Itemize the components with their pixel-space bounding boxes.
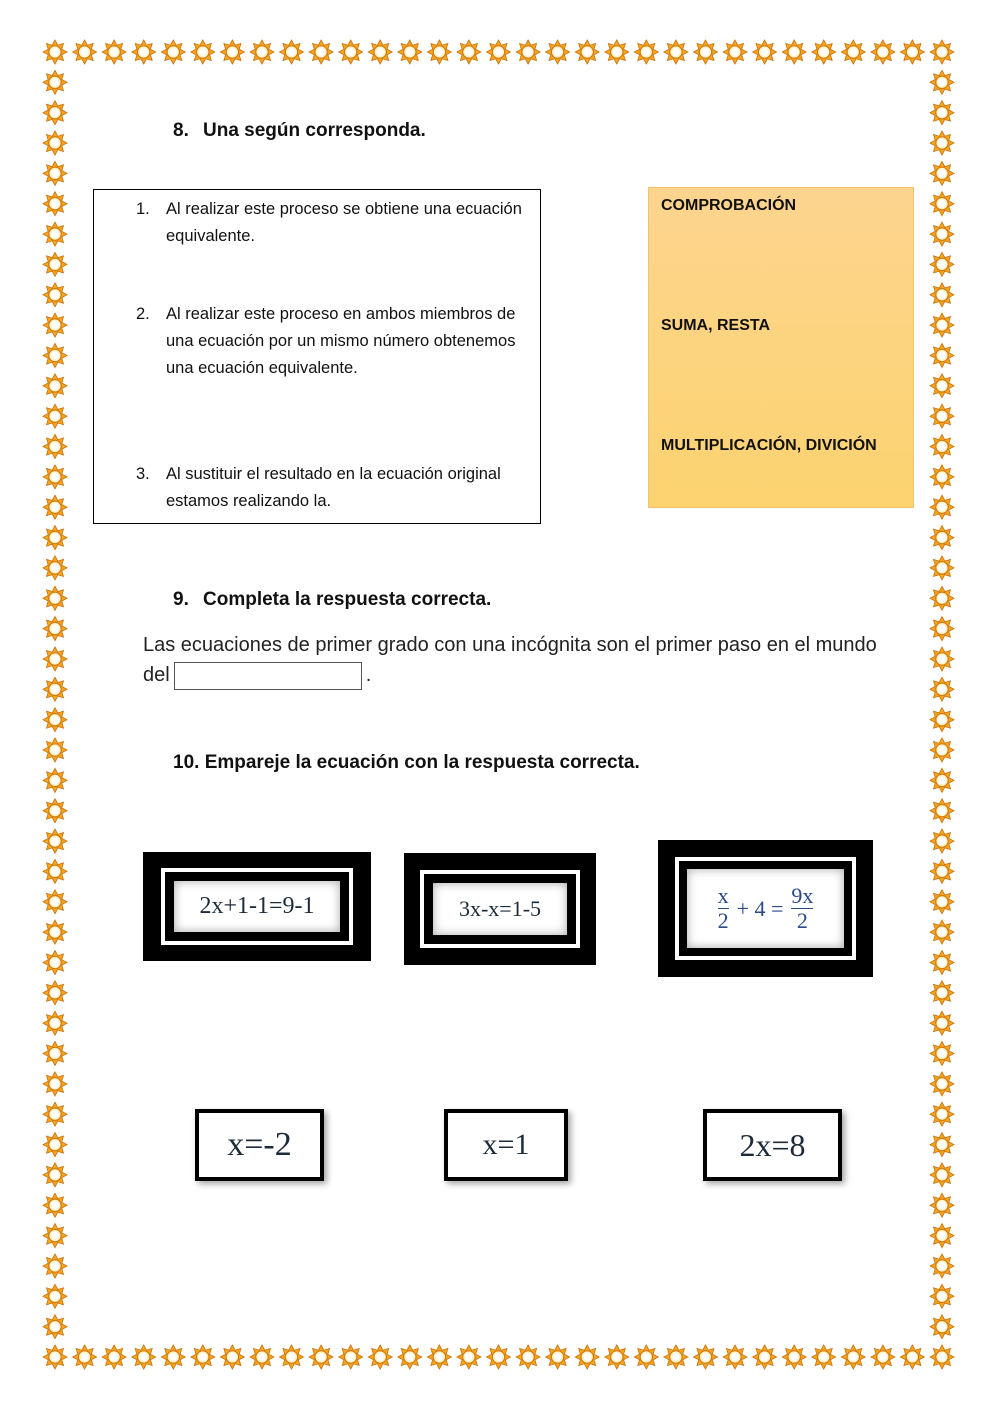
sun-icon bbox=[930, 1193, 954, 1217]
sun-icon bbox=[930, 40, 954, 64]
sun-icon bbox=[487, 40, 511, 64]
sun-icon bbox=[280, 40, 304, 64]
fill-in-sentence bbox=[143, 630, 883, 690]
sun-icon bbox=[841, 1345, 865, 1369]
sun-icon bbox=[930, 556, 954, 580]
question-8-title bbox=[173, 120, 426, 142]
sun-icon bbox=[634, 1345, 658, 1369]
sun-icon bbox=[102, 40, 126, 64]
sun-icon bbox=[250, 1345, 274, 1369]
sun-icon bbox=[43, 495, 67, 519]
sun-icon bbox=[930, 951, 954, 975]
statement-1[interactable] bbox=[136, 196, 528, 250]
sun-icon bbox=[930, 1315, 954, 1339]
sun-icon bbox=[930, 859, 954, 883]
sun-icon bbox=[427, 40, 451, 64]
sun-icon bbox=[841, 40, 865, 64]
sun-icon bbox=[457, 1345, 481, 1369]
sun-icon bbox=[782, 40, 806, 64]
sun-icon bbox=[43, 920, 67, 944]
statement-number: 1. bbox=[136, 200, 150, 218]
sun-icon bbox=[930, 252, 954, 276]
sun-icon bbox=[191, 40, 215, 64]
sun-icon bbox=[43, 738, 67, 762]
question-9-title bbox=[173, 589, 491, 611]
sun-icon bbox=[220, 1345, 244, 1369]
answer-card-3[interactable]: 2x=8 bbox=[703, 1109, 842, 1181]
sun-icon bbox=[546, 40, 570, 64]
sun-icon bbox=[43, 313, 67, 337]
sun-icon bbox=[930, 1284, 954, 1308]
sun-icon bbox=[43, 283, 67, 307]
sun-icon bbox=[930, 222, 954, 246]
statement-number: 3. bbox=[136, 465, 150, 483]
sun-icon bbox=[930, 404, 954, 428]
sun-icon bbox=[43, 70, 67, 94]
fraction-numerator: x bbox=[717, 883, 729, 908]
sun-icon bbox=[43, 981, 67, 1005]
fraction-right bbox=[791, 884, 813, 933]
sun-icon bbox=[575, 40, 599, 64]
sun-icon bbox=[516, 1345, 540, 1369]
sun-icon bbox=[664, 40, 688, 64]
option-suma-resta[interactable]: SUMA, RESTA bbox=[661, 317, 771, 334]
sun-icon bbox=[43, 708, 67, 732]
sun-icon bbox=[930, 1011, 954, 1035]
answer-card-2[interactable]: x=1 bbox=[444, 1109, 568, 1181]
sun-icon bbox=[812, 40, 836, 64]
sun-icon bbox=[43, 890, 67, 914]
sun-icon bbox=[43, 101, 67, 125]
sun-icon bbox=[457, 40, 481, 64]
fraction-denominator: 2 bbox=[717, 908, 729, 933]
fraction-denominator: 2 bbox=[796, 908, 808, 933]
sentence-end: . bbox=[365, 664, 372, 686]
sun-icon bbox=[43, 435, 67, 459]
sun-icon bbox=[930, 981, 954, 1005]
statement-2[interactable] bbox=[136, 301, 528, 382]
equation-card-1[interactable] bbox=[143, 852, 371, 961]
sun-icon bbox=[43, 1193, 67, 1217]
sun-icon bbox=[398, 1345, 422, 1369]
option-comprobacion[interactable]: COMPROBACIÓN bbox=[661, 197, 797, 214]
sun-icon bbox=[930, 283, 954, 307]
sun-icon bbox=[43, 1102, 67, 1126]
sun-icon bbox=[43, 131, 67, 155]
statement-text: Al realizar este proceso en ambos miembros de una ecuación por un mismo número obtenemos una ecuación equivalente. bbox=[166, 305, 516, 377]
sun-icon bbox=[930, 617, 954, 641]
sun-icon bbox=[930, 1133, 954, 1157]
sun-icon bbox=[339, 1345, 363, 1369]
sun-icon bbox=[132, 1345, 156, 1369]
sun-icon bbox=[43, 1042, 67, 1066]
sun-icon bbox=[43, 556, 67, 580]
sun-icon bbox=[73, 1345, 97, 1369]
sun-icon bbox=[723, 40, 747, 64]
sun-icon bbox=[43, 617, 67, 641]
question-number: 8. bbox=[173, 120, 189, 141]
answer-blank-input[interactable] bbox=[174, 662, 362, 690]
statement-3[interactable] bbox=[136, 461, 528, 515]
sun-icon bbox=[102, 1345, 126, 1369]
fraction-equation bbox=[684, 866, 847, 951]
sun-icon bbox=[368, 40, 392, 64]
equation-card-3[interactable] bbox=[658, 840, 873, 977]
sun-icon bbox=[930, 374, 954, 398]
sun-icon bbox=[43, 222, 67, 246]
sun-icon bbox=[161, 40, 185, 64]
sun-icon bbox=[43, 1284, 67, 1308]
sun-icon bbox=[930, 435, 954, 459]
sun-icon bbox=[930, 920, 954, 944]
sun-icon bbox=[43, 799, 67, 823]
sun-icon bbox=[161, 1345, 185, 1369]
sun-icon bbox=[43, 1133, 67, 1157]
sun-icon bbox=[930, 1345, 954, 1369]
sun-icon bbox=[930, 890, 954, 914]
sun-icon bbox=[930, 1254, 954, 1278]
sun-icon bbox=[871, 1345, 895, 1369]
sun-icon bbox=[43, 586, 67, 610]
answer-card-1[interactable]: x=-2 bbox=[195, 1109, 324, 1181]
statement-text: Al realizar este proceso se obtiene una ecuación equivalente. bbox=[166, 200, 522, 245]
sun-icon bbox=[930, 344, 954, 368]
sun-icon bbox=[930, 131, 954, 155]
sentence-text: Las ecuaciones de primer grado con una incógnita son el primer paso en el mundo del bbox=[143, 634, 877, 686]
sun-icon bbox=[930, 70, 954, 94]
sun-icon bbox=[930, 495, 954, 519]
statement-text: Al sustituir el resultado en la ecuación original estamos realizando la. bbox=[166, 465, 501, 510]
sun-icon bbox=[605, 1345, 629, 1369]
sun-icon bbox=[930, 1072, 954, 1096]
sun-icon bbox=[782, 1345, 806, 1369]
sun-icon bbox=[930, 677, 954, 701]
sun-icon bbox=[220, 40, 244, 64]
equation-text: 3x-x=1-5 bbox=[430, 880, 570, 938]
sun-icon bbox=[43, 1163, 67, 1187]
sun-icon bbox=[309, 1345, 333, 1369]
sun-icon bbox=[43, 252, 67, 276]
sun-icon bbox=[930, 526, 954, 550]
sun-icon bbox=[43, 1254, 67, 1278]
sun-icon bbox=[43, 192, 67, 216]
sun-icon bbox=[73, 40, 97, 64]
sun-icon bbox=[43, 465, 67, 489]
sun-icon bbox=[930, 101, 954, 125]
sun-icon bbox=[930, 465, 954, 489]
sun-icon bbox=[664, 1345, 688, 1369]
sun-icon bbox=[930, 1102, 954, 1126]
sun-icon bbox=[43, 1224, 67, 1248]
sun-icon bbox=[900, 40, 924, 64]
sun-icon bbox=[694, 1345, 718, 1369]
sun-icon bbox=[250, 40, 274, 64]
sun-icon bbox=[43, 1345, 67, 1369]
sun-icon bbox=[694, 40, 718, 64]
sun-icon bbox=[753, 40, 777, 64]
equation-card-2[interactable] bbox=[404, 853, 596, 965]
sun-icon bbox=[871, 40, 895, 64]
sun-icon bbox=[930, 768, 954, 792]
sun-icon bbox=[930, 738, 954, 762]
sun-icon bbox=[812, 1345, 836, 1369]
equation-text: 2x+1-1=9-1 bbox=[171, 878, 343, 935]
sun-icon bbox=[546, 1345, 570, 1369]
sun-icon bbox=[516, 40, 540, 64]
statement-number: 2. bbox=[136, 305, 150, 323]
question-10-title: 10. Empareje la ecuación con la respuesta correcta. bbox=[173, 752, 640, 773]
option-multiplicacion-division[interactable]: MULTIPLICACIÓN, DIVICIÓN bbox=[661, 437, 877, 454]
sun-icon bbox=[398, 40, 422, 64]
sun-icon bbox=[930, 313, 954, 337]
sun-icon bbox=[43, 647, 67, 671]
sun-icon bbox=[930, 161, 954, 185]
sun-icon bbox=[43, 374, 67, 398]
sun-icon bbox=[487, 1345, 511, 1369]
sun-icon bbox=[43, 40, 67, 64]
sun-icon bbox=[339, 40, 363, 64]
statements-list bbox=[93, 189, 541, 524]
sun-icon bbox=[723, 1345, 747, 1369]
sun-icon bbox=[427, 1345, 451, 1369]
sun-icon bbox=[43, 1072, 67, 1096]
sun-icon bbox=[900, 1345, 924, 1369]
fraction-numerator: 9x bbox=[791, 883, 814, 908]
sun-icon bbox=[191, 1345, 215, 1369]
sun-icon bbox=[634, 40, 658, 64]
sun-icon bbox=[43, 404, 67, 428]
sun-icon bbox=[43, 859, 67, 883]
sun-icon bbox=[930, 1042, 954, 1066]
sun-icon bbox=[930, 829, 954, 853]
options-box bbox=[648, 187, 914, 508]
equation-operator: + 4 = bbox=[736, 895, 784, 921]
sun-icon bbox=[930, 1163, 954, 1187]
sun-icon bbox=[753, 1345, 777, 1369]
sun-icon bbox=[575, 1345, 599, 1369]
sun-icon bbox=[43, 829, 67, 853]
sun-icon bbox=[43, 344, 67, 368]
sun-icon bbox=[43, 768, 67, 792]
sun-icon bbox=[43, 526, 67, 550]
sun-icon bbox=[132, 40, 156, 64]
question-number: 9. bbox=[173, 589, 189, 610]
sun-icon bbox=[930, 586, 954, 610]
sun-icon bbox=[930, 1224, 954, 1248]
sun-icon bbox=[368, 1345, 392, 1369]
fraction-left bbox=[718, 884, 729, 933]
sun-icon bbox=[280, 1345, 304, 1369]
question-text: Una según corresponda. bbox=[203, 120, 426, 141]
sun-icon bbox=[930, 192, 954, 216]
sun-icon bbox=[43, 161, 67, 185]
sun-icon bbox=[930, 799, 954, 823]
sun-icon bbox=[43, 951, 67, 975]
sun-icon bbox=[930, 647, 954, 671]
sun-icon bbox=[43, 677, 67, 701]
sun-icon bbox=[43, 1011, 67, 1035]
sun-icon bbox=[309, 40, 333, 64]
sun-icon bbox=[930, 708, 954, 732]
sun-icon bbox=[605, 40, 629, 64]
sun-icon bbox=[43, 1315, 67, 1339]
question-text: Completa la respuesta correcta. bbox=[203, 589, 492, 610]
